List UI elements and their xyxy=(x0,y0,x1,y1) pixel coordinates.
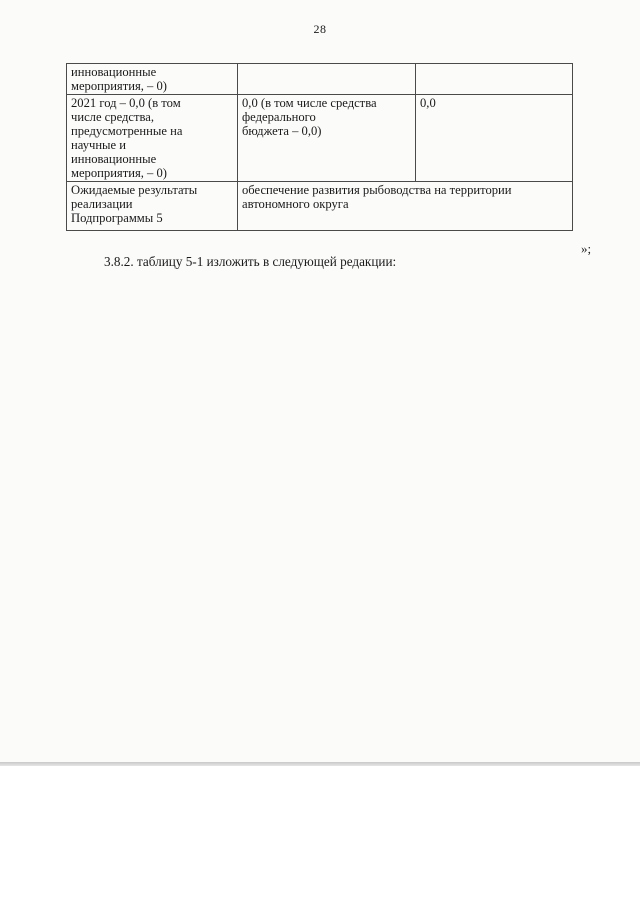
table-cell: 0,0 xyxy=(416,95,573,182)
amendment-paragraph: 3.8.2. таблицу 5-1 изложить в следующей редакции: xyxy=(104,254,397,269)
table-cell: инновационные мероприятия, – 0) xyxy=(67,64,238,95)
table-cell: 2021 год – 0,0 (в том числе средства, предусмотренные на научные и инновационные мероприятия, – 0) xyxy=(67,95,238,182)
table-cell-merged: обеспечение развития рыбоводства на территории автономного округа xyxy=(238,182,573,231)
table-cell xyxy=(238,64,416,95)
scan-edge xyxy=(0,762,640,766)
table-row xyxy=(67,95,573,182)
table-cell: 0,0 (в том числе средства федерального бюджета – 0,0) xyxy=(238,95,416,182)
table-cell xyxy=(416,64,573,95)
table-cell: Ожидаемые результаты реализации Подпрограммы 5 xyxy=(67,182,238,231)
closing-quote: »; xyxy=(581,241,592,256)
financing-table xyxy=(66,63,573,231)
table-row xyxy=(67,64,573,95)
table-row xyxy=(67,182,573,231)
page-number: 28 xyxy=(313,22,327,36)
